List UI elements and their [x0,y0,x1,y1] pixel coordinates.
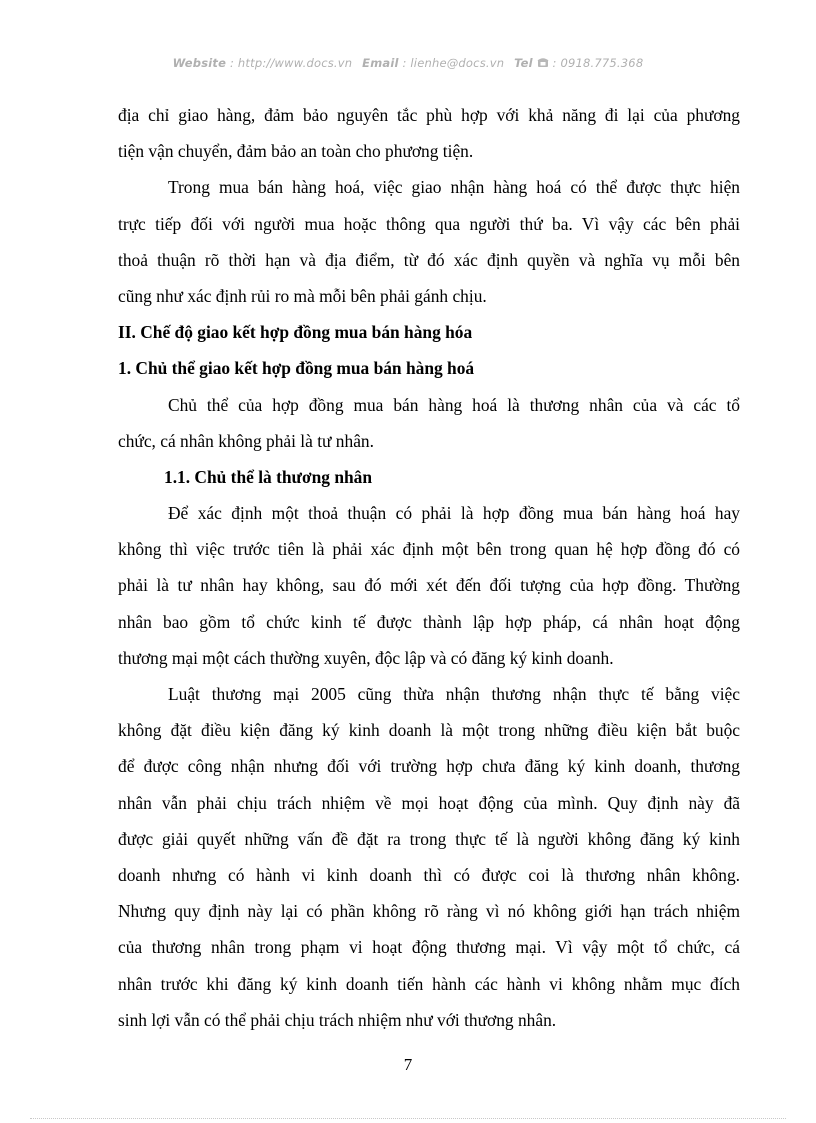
document-body [118,100,740,1041]
text-line: thương mại một cách thường xuyên, độc lập và có đăng ký kinh doanh. [118,647,614,668]
text-line: trực tiếp đối với người mua hoặc thông qua người thứ ba. Vì vậy các bên phải [118,213,740,234]
email-value: : lienhe@docs.vn [402,56,505,70]
text-line: chức, cá nhân không phải là tư nhân. [118,430,374,451]
tel-label: Tel [514,56,533,70]
section-heading: II. Chế độ giao kết hợp đồng mua bán hàng hóa [118,322,473,343]
text-line: Để xác định một thoả thuận có phải là hợp đồng mua bán hàng hoá hay [168,503,740,524]
text-line: của thương nhân trong phạm vi hoạt động thương mại. Vì vậy một tổ chức, cá [118,937,740,958]
text-line: phải là tư nhân hay không, sau đó mới xét đến đối tượng của hợp đồng. Thường [118,575,740,596]
text-line: Luật thương mại 2005 cũng thừa nhận thương nhận thực tế bằng việc [168,684,740,704]
footer-divider [30,1118,786,1119]
text-line: Nhưng quy định này lại có phần không rõ ràng vì nó không giới hạn trách nhiệm [118,901,740,922]
text-line: tiện vận chuyển, đảm bảo an toàn cho phương tiện. [118,141,474,162]
text-line: Chủ thể của hợp đồng mua bán hàng hoá là thương nhân của và các tổ [168,394,740,415]
text-line: cũng như xác định rủi ro mà mỗi bên phải gánh chịu. [118,285,487,306]
text-line: được giải quyết những vấn đề đặt ra trong thực tế là người không đăng ký kinh [118,828,740,849]
subsection-heading: 1. Chủ thể giao kết hợp đồng mua bán hàng hoá [118,358,475,379]
subsubsection-heading: 1.1. Chủ thể là thương nhân [164,466,373,487]
text-line: để được công nhận nhưng đối với trường hợp chưa đăng ký kinh doanh, thương [118,756,740,777]
email-label: Email [362,56,399,70]
website-label: Website [172,56,227,70]
text-line: nhân vẫn phải chịu trách nhiệm về mọi hoạt động của mình. Quy định này đã [118,792,740,813]
text-line: không đặt điều kiện đăng ký kinh doanh là một trong những điều kiện bắt buộc [118,720,740,741]
page-header [0,56,816,71]
text-line: địa chỉ giao hàng, đảm bảo nguyên tắc phù hợp với khả năng đi lại của phương [118,105,740,125]
text-line: nhân trước khi đăng ký kinh doanh tiến hành các hành vi không nhằm mục đích [118,973,740,994]
phone-icon [537,57,549,71]
page-number: 7 [403,1055,413,1074]
tel-value: : 0918.775.368 [552,56,644,70]
text-line: Trong mua bán hàng hoá, việc giao nhận hàng hoá có thể được thực hiện [168,177,740,198]
text-line: không thì việc trước tiên là phải xác định một bên trong quan hệ hợp đồng đó có [118,539,740,560]
website-value: : http://www.docs.vn [229,56,353,70]
text-line: nhân bao gồm tổ chức kinh tế được thành lập hợp pháp, cá nhân hoạt động [118,611,740,632]
text-line: sinh lợi vẫn có thể phải chịu trách nhiệm như với thương nhân. [118,1009,557,1030]
text-line: thoả thuận rõ thời hạn và địa điểm, từ đó xác định quyền và nghĩa vụ mỗi bên [118,249,740,270]
text-line: doanh nhưng có hành vi kinh doanh thì có được coi là thương nhân không. [118,864,740,885]
